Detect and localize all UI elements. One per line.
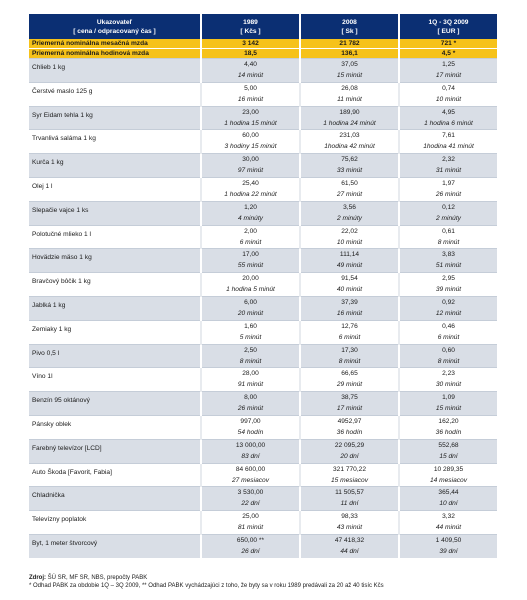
item-name: Slepačie vajce 1 ks [29,201,201,225]
item-name: Chladnička [29,487,201,511]
table-row [29,82,497,95]
price-1989: 84 600,00 [201,463,300,476]
price-2009: 0,12 [399,201,497,214]
table-row [29,177,497,190]
table-row [29,344,497,357]
price-1989: 28,00 [201,368,300,381]
wage-label: Priemerná nominálna mesačná mzda [29,39,201,49]
price-2009: 0,46 [399,320,497,333]
worktime-1989: 26 dní [201,547,300,558]
price-1989: 13 000,00 [201,439,300,452]
worktime-2008: 36 hodín [300,428,399,439]
worktime-2008: 11 dní [300,499,399,510]
worktime-2009: 14 mesiacov [399,476,497,487]
wage-label: Priemerná nominálna hodinová mzda [29,49,201,59]
table-row [29,368,497,381]
table-row [29,415,497,428]
worktime-1989: 4 minúty [201,214,300,225]
worktime-1989: 81 minút [201,523,300,534]
header-1989: 1989 [ Kčs ] [201,14,300,39]
worktime-2009: 8 minút [399,238,497,249]
header-2009: 1Q - 3Q 2009 [ EUR ] [399,14,497,39]
worktime-2009: 1hodina 41 minút [399,142,497,153]
item-name: Olej 1 l [29,177,201,201]
price-1989: 17,00 [201,249,300,262]
table-row [29,392,497,405]
worktime-2009: 15 minút [399,404,497,415]
price-2008: 38,75 [300,392,399,405]
worktime-2009: 36 hodín [399,428,497,439]
worktime-2008: 11 minút [300,95,399,106]
worktime-1989: 26 minút [201,404,300,415]
price-2009: 0,92 [399,296,497,309]
worktime-2009: 17 minút [399,71,497,82]
worktime-2008: 2 minúty [300,214,399,225]
table-row [29,439,497,452]
price-2008: 17,30 [300,344,399,357]
price-2008: 26,08 [300,82,399,95]
wage-2009: 4,5 * [399,49,497,59]
table-row [29,296,497,309]
item-name: Syr Eidam tehla 1 kg [29,106,201,130]
worktime-1989: 8 minút [201,357,300,368]
worktime-1989: 3 hodiny 15 minút [201,142,300,153]
worktime-2009: 1 hodina 6 minút [399,119,497,130]
worktime-1989: 14 minút [201,71,300,82]
worktime-2009: 2 minúty [399,214,497,225]
worktime-2008: 1hodina 42 minút [300,142,399,153]
item-name: Benzín 95 oktánový [29,392,201,416]
item-name: Kurča 1 kg [29,154,201,178]
price-2008: 37,05 [300,59,399,72]
price-2008: 22 095,29 [300,439,399,452]
table-row [29,511,497,524]
item-name: Televízny poplatok [29,511,201,535]
price-2008: 37,39 [300,296,399,309]
wage-1989: 18,5 [201,49,300,59]
table-header-row [29,14,497,39]
price-2008: 231,03 [300,130,399,143]
price-2009: 4,95 [399,106,497,119]
item-name: Auto Škoda [Favorit, Fabia] [29,463,201,487]
table-row [29,201,497,214]
price-2008: 4952,97 [300,415,399,428]
worktime-2008: 33 minút [300,166,399,177]
table-row [29,534,497,547]
worktime-2008: 8 minút [300,357,399,368]
price-2008: 66,65 [300,368,399,381]
table-row [29,154,497,167]
item-name: Byt, 1 meter štvorcový [29,534,201,557]
price-2008: 47 418,32 [300,534,399,547]
worktime-1989: 6 minút [201,238,300,249]
item-name: Hovädzie mäso 1 kg [29,249,201,273]
price-1989: 25,00 [201,511,300,524]
worktime-2008: 20 dní [300,452,399,463]
price-1989: 1,20 [201,201,300,214]
wage-2008: 21 782 [300,39,399,49]
worktime-2009: 30 minút [399,380,497,391]
price-1989: 6,00 [201,296,300,309]
price-comparison-table [29,14,497,558]
price-2009: 1,09 [399,392,497,405]
item-name: Pivo 0,5 l [29,344,201,368]
worktime-2008: 44 dní [300,547,399,558]
worktime-2009: 39 minút [399,285,497,296]
worktime-1989: 16 minút [201,95,300,106]
price-2008: 22,02 [300,225,399,238]
price-1989: 30,00 [201,154,300,167]
worktime-2008: 15 minút [300,71,399,82]
worktime-2009: 8 minút [399,357,497,368]
header-indicator: Ukazovateľ [ cena / odpracovaný čas ] [29,14,201,39]
worktime-1989: 55 minút [201,261,300,272]
price-2009: 365,44 [399,487,497,500]
item-name: Pánsky oblek [29,415,201,439]
price-2009: 1,97 [399,177,497,190]
price-2008: 321 770,22 [300,463,399,476]
worktime-2008: 16 minút [300,309,399,320]
price-2008: 11 505,57 [300,487,399,500]
price-2009: 7,61 [399,130,497,143]
worktime-1989: 5 minút [201,333,300,344]
price-1989: 20,00 [201,273,300,286]
worktime-2008: 49 minút [300,261,399,272]
table-row [29,59,497,72]
worktime-2009: 6 minút [399,333,497,344]
table-row [29,320,497,333]
worktime-2008: 10 minút [300,238,399,249]
item-name: Farebný televízor [LCD] [29,439,201,463]
worktime-1989: 97 minút [201,166,300,177]
price-2009: 0,74 [399,82,497,95]
item-name: Víno 1l [29,368,201,392]
worktime-2009: 51 minút [399,261,497,272]
worktime-2009: 26 minút [399,190,497,201]
price-2009: 3,32 [399,511,497,524]
worktime-1989: 22 dní [201,499,300,510]
worktime-2009: 12 minút [399,309,497,320]
price-1989: 2,00 [201,225,300,238]
worktime-2008: 17 minút [300,404,399,415]
worktime-2009: 10 dní [399,499,497,510]
worktime-1989: 20 minút [201,309,300,320]
worktime-1989: 1 hodina 5 minút [201,285,300,296]
worktime-2009: 44 minút [399,523,497,534]
price-2008: 75,62 [300,154,399,167]
price-2008: 12,76 [300,320,399,333]
table-row [29,463,497,476]
price-1989: 4,40 [201,59,300,72]
price-1989: 25,40 [201,177,300,190]
price-2009: 2,95 [399,273,497,286]
price-2009: 162,20 [399,415,497,428]
price-1989: 5,00 [201,82,300,95]
item-name: Chlieb 1 kg [29,59,201,83]
price-2008: 189,90 [300,106,399,119]
wage-2008: 136,1 [300,49,399,59]
item-name: Trvanlivá saláma 1 kg [29,130,201,154]
price-1989: 997,00 [201,415,300,428]
item-name: Polotučné mlieko 1 l [29,225,201,249]
table-row [29,249,497,262]
worktime-1989: 91 minút [201,380,300,391]
worktime-1989: 54 hodín [201,428,300,439]
worktime-1989: 1 hodina 22 minút [201,190,300,201]
footnote: * Odhad PABK za obdobie 1Q – 3Q 2009, ** Odhad PABK vychádzajúci z toho, že byty sa v roku 1989 predávali za 20 až 40 tisíc Kčs [29,583,384,589]
price-2008: 98,33 [300,511,399,524]
worktime-1989: 83 dní [201,452,300,463]
worktime-2008: 1 hodina 24 minút [300,119,399,130]
price-2009: 552,68 [399,439,497,452]
price-2009: 0,61 [399,225,497,238]
price-1989: 650,00 ** [201,534,300,547]
price-2008: 91,54 [300,273,399,286]
worktime-2009: 10 minút [399,95,497,106]
price-2009: 10 289,35 [399,463,497,476]
price-2008: 111,14 [300,249,399,262]
table-notes [29,574,509,590]
price-2009: 0,60 [399,344,497,357]
wage-1989: 3 142 [201,39,300,49]
price-1989: 8,00 [201,392,300,405]
table-row [29,106,497,119]
price-1989: 23,00 [201,106,300,119]
wage-row [29,39,497,49]
worktime-2008: 6 minút [300,333,399,344]
price-2008: 61,50 [300,177,399,190]
worktime-1989: 27 mesiacov [201,476,300,487]
table-row [29,487,497,500]
price-1989: 1,60 [201,320,300,333]
header-2008: 2008 [ Sk ] [300,14,399,39]
worktime-2008: 27 minút [300,190,399,201]
worktime-1989: 1 hodina 15 minút [201,119,300,130]
price-2009: 2,32 [399,154,497,167]
worktime-2009: 15 dní [399,452,497,463]
price-1989: 60,00 [201,130,300,143]
worktime-2008: 40 minút [300,285,399,296]
table-row [29,273,497,286]
price-2009: 3,83 [399,249,497,262]
price-2009: 1,25 [399,59,497,72]
worktime-2009: 39 dní [399,547,497,558]
item-name: Bravčový bôčik 1 kg [29,273,201,297]
price-2009: 2,23 [399,368,497,381]
item-name: Jablká 1 kg [29,296,201,320]
worktime-2008: 15 mesiacov [300,476,399,487]
price-2008: 3,56 [300,201,399,214]
worktime-2008: 43 minút [300,523,399,534]
item-name: Zemiaky 1 kg [29,320,201,344]
wage-row [29,49,497,59]
price-1989: 2,50 [201,344,300,357]
wage-2009: 721 * [399,39,497,49]
table-row [29,225,497,238]
source-note: Zdroj: ŠÚ SR, MF SR, NBS, prepočty PABK [29,575,148,581]
worktime-2009: 31 minút [399,166,497,177]
price-1989: 3 530,00 [201,487,300,500]
table-row [29,130,497,143]
item-name: Čerstvé maslo 125 g [29,82,201,106]
worktime-2008: 29 minút [300,380,399,391]
price-2009: 1 409,50 [399,534,497,547]
